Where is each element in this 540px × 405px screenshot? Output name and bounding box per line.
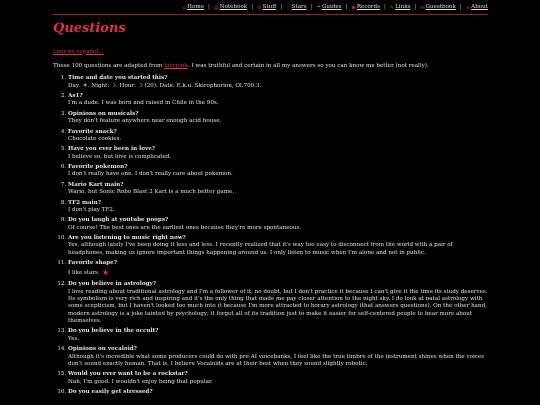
question-text: 7. Mario Kart main? [68, 181, 124, 188]
answer-text [68, 225, 489, 232]
intro-text-before: These 100 questions are adapted from [53, 62, 165, 69]
question-text: 10. Are you listening to music right now? [68, 235, 186, 242]
question-text: 8. TF2 main? [68, 199, 101, 206]
answer-text [68, 289, 489, 326]
answer-body: Wario, but Sonic Robo Blast 2 Kart is a much better game. [68, 189, 235, 196]
answer-text [68, 379, 489, 386]
question-item [68, 93, 489, 108]
question-text: 5. Have you ever been in love? [68, 146, 156, 153]
question-text: 15. Would you ever want to be a rockstar? [68, 371, 188, 378]
star-icon: ★ [101, 267, 109, 277]
intro-paragraph [53, 63, 489, 70]
answer-body: I like stars. [68, 269, 100, 276]
question-item [68, 182, 489, 197]
question-text: 12. Do you believe in astrology? [68, 281, 157, 288]
question-item [68, 129, 489, 144]
nav-stuff[interactable] [257, 4, 276, 11]
nav-separator: | [251, 4, 254, 11]
notebook-icon: ▤ [213, 4, 219, 11]
answer-text [68, 83, 489, 90]
nav-label: Guides [321, 4, 342, 11]
stuff-icon: ☺ [257, 4, 262, 11]
main-content [53, 21, 489, 399]
nav-separator: | [208, 4, 210, 11]
question-text: 4. Favorite snack? [68, 128, 117, 135]
answer-text [68, 268, 489, 279]
nav-label: Stars [291, 4, 307, 11]
answer-body: Chocolate cookies. [68, 135, 122, 142]
question-text: 11. Favorite shape? [68, 260, 118, 267]
answer-body: Yes. [68, 335, 80, 342]
nav-links[interactable] [390, 4, 411, 11]
question-text: 1. Time and date you started this? [68, 75, 168, 82]
nav-separator: | [414, 4, 417, 11]
nav-separator: | [345, 4, 348, 11]
answer-body: I don't really have one. I don't really care about pokemon. [68, 171, 233, 178]
answer-body: Although it's incredible what some producers could do with pre-AI voicebanks, I feel like the true timbre of the instrument shines when the voices don't sound exactly human. That is, I believe Vocaloids are at their best when they sound slightly robotic. [68, 353, 485, 367]
intro-text-after: . I was truthful and certain in all my answers so you can know me better (not really). [187, 62, 429, 69]
source-link[interactable]: bisypink [164, 62, 188, 69]
answer-text [68, 336, 489, 343]
answer-body: I love reading about traditional astrology and I'm a follower of it, no doubt, but I don't practice it because I can't give it the time its study deserves. Its symbolism is very rich and inspiring and it's the only thing that made me pay closer attention to the night sky. I do look at natal astrology with some scepticism, but I haven't looked too much into it because I'm more attracted to horary astrology (that answers questions). On the other hand, modern astrology is a joke tainted by psychology; it forgot all of its tradition just to make it easier for self-centered people to hear more about themselves. [68, 288, 488, 325]
nav-guides[interactable] [316, 4, 341, 11]
answer-text [68, 189, 489, 196]
nav-label: Links [395, 4, 411, 11]
answer-text [68, 242, 489, 257]
spanish-link[interactable]: Leer en español... [53, 48, 104, 55]
nav-home[interactable] [182, 4, 204, 11]
about-icon: ☠ [465, 4, 471, 11]
answer-body: I don't play TF2. [68, 206, 115, 213]
stars-icon: ☆ [286, 4, 291, 11]
answer-text [68, 154, 489, 161]
records-icon: ◉ [351, 4, 356, 11]
question-text: 3. Opinions on musicals? [68, 110, 139, 117]
answer-body: Yes, although lately I've been doing it less and less. I recently realized that it's way too easy to disconnect from the world with a pair of headphones, making us ignore important things happening around us. I only listen to music when I'm alone and not in public. [68, 242, 453, 256]
question-item [68, 260, 489, 278]
nav-label: Records [356, 4, 380, 11]
guestbook-icon: ✉ [420, 4, 425, 11]
nav-records[interactable] [351, 4, 380, 11]
nav-stars[interactable] [286, 4, 306, 11]
question-item [68, 200, 489, 215]
nav-label: About [471, 4, 488, 11]
question-item [68, 346, 489, 368]
nav-separator: | [280, 4, 283, 11]
question-item [68, 164, 489, 179]
nav-separator: | [384, 4, 386, 11]
question-text: 13. Do you believe in the occult? [68, 328, 159, 335]
answer-body: I believe so, but love is complicated. [68, 153, 172, 160]
links-icon: ✎ [389, 4, 395, 11]
question-text: 2. As1? [68, 93, 83, 100]
answer-body: Of course! The best ones are the earliest ones because they're more spontaneous. [68, 224, 302, 231]
question-item [68, 217, 489, 232]
nav-about[interactable] [466, 4, 488, 11]
top-navigation [0, 0, 540, 16]
nav-separator: | [459, 4, 462, 11]
answer-text [68, 171, 489, 178]
nav-label: Notebook [219, 4, 248, 11]
home-icon: ⌂ [182, 4, 187, 11]
question-item [68, 146, 489, 161]
question-list [53, 75, 489, 396]
question-item [68, 281, 489, 325]
question-text: 14. Opinions on vocaloid? [68, 346, 137, 353]
answer-text [68, 100, 489, 107]
question-text: 16. Do you easily get stressed? [68, 389, 153, 396]
answer-body: Day: ☀. Night: ☽. Hour: ☽ (20). Date: E.k.u. Skirophorion, Ol.700.3. [68, 82, 262, 89]
question-item [68, 111, 489, 126]
nav-label: Stuff [262, 4, 277, 11]
answer-body: I'm a dude. I was born and raised in Chile in the 90s. [68, 100, 219, 107]
question-item [68, 371, 489, 386]
question-item [68, 235, 489, 257]
question-item [68, 328, 489, 343]
question-item [68, 389, 489, 396]
nav-notebook[interactable] [214, 4, 247, 11]
guides-icon: ☂ [316, 4, 321, 11]
answer-text [68, 354, 489, 369]
nav-guestbook[interactable] [420, 4, 455, 11]
question-text: 9. Do you laugh at youtube poops? [68, 217, 169, 224]
answer-body: Nah, I'm good. I wouldn't enjoy being that popular. [68, 378, 213, 385]
nav-label: Guestbook [425, 4, 456, 11]
question-text: 6. Favorite pokemon? [68, 164, 128, 171]
answer-text [68, 136, 489, 143]
page-title: Questions [53, 21, 126, 36]
answer-text [68, 118, 489, 125]
answer-text [68, 207, 489, 214]
question-item [68, 75, 489, 90]
nav-label: Home [187, 4, 205, 11]
nav-separator: | [310, 4, 313, 11]
answer-body: They don't feature anywhere near enough acid house. [68, 118, 222, 125]
